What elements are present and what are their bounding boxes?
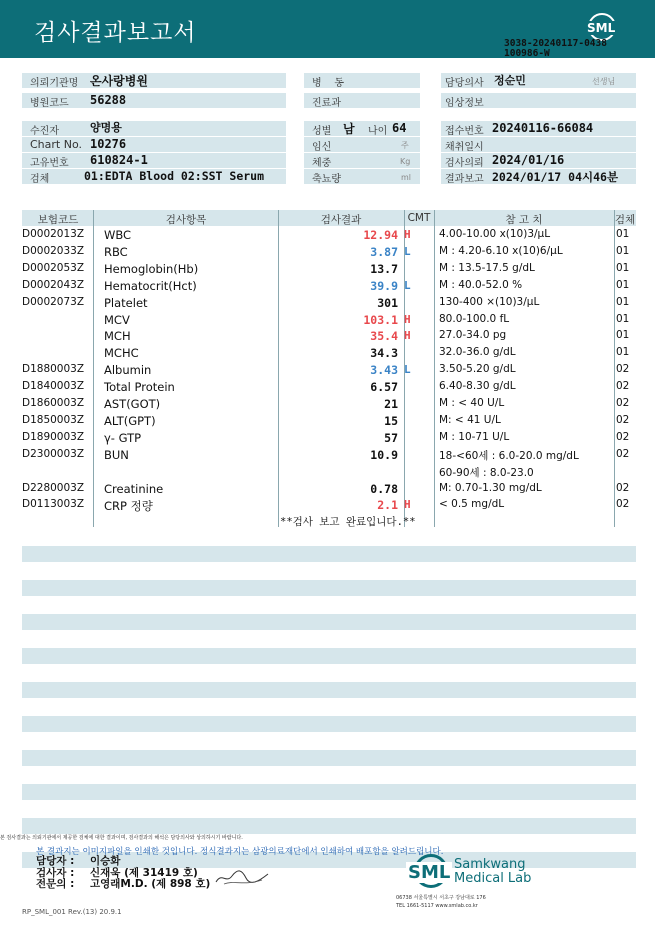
specimen-cell: 02 <box>616 447 630 460</box>
signature-image <box>214 866 270 888</box>
flag-cell: L <box>404 363 411 377</box>
th-specimen: 검체 <box>614 214 636 226</box>
empty-row-stripe <box>22 784 636 800</box>
flag-cell: H <box>404 498 411 512</box>
table-row <box>22 464 636 481</box>
company-address: 06738 서울특별시 서초구 강남대로 176 TEL 1661-5117 www.smlab.co.kr <box>396 895 486 909</box>
specimen-cell: 01 <box>616 329 630 342</box>
result-cell: 34.3 <box>370 346 398 361</box>
specimen-cell: 02 <box>616 481 630 494</box>
specimen-cell: 02 <box>616 498 630 511</box>
insurance-code-cell: D0002053Z <box>22 261 85 274</box>
tester-label: 검사자 : <box>36 867 75 879</box>
reference-cell: M : 10-71 U/L <box>439 430 510 443</box>
specialist-label: 전문의 : <box>36 878 75 890</box>
doctor-value: 정순민 <box>494 74 526 87</box>
request-label: 검사의뢰 <box>445 158 484 169</box>
empty-row-stripe <box>22 614 636 630</box>
insurance-code-cell: D2300003Z <box>22 447 85 460</box>
specimen-cell: 01 <box>616 346 630 359</box>
report-title: 검사결과보고서 <box>34 20 197 46</box>
sex-label: 성별 <box>312 126 332 137</box>
insurance-code-cell: D0002043Z <box>22 278 85 291</box>
empty-row-stripe <box>22 716 636 732</box>
doctor-suffix: 선생님 <box>592 77 616 86</box>
result-cell: 21 <box>384 397 398 411</box>
test-name-cell: ALT(GPT) <box>104 413 156 428</box>
chart-value: 10276 <box>90 137 127 151</box>
test-name-cell: CRP 정량 <box>104 499 153 514</box>
form-id: RP_SML_001 Rev.(13) 20.9.1 <box>22 908 122 916</box>
doctor-label: 담당의사 <box>445 78 484 89</box>
insurance-code-cell: D2280003Z <box>22 481 85 494</box>
test-name-cell: Platelet <box>104 295 148 310</box>
empty-row-stripe <box>22 580 636 596</box>
institution-label: 의뢰기관명 <box>30 78 79 89</box>
patient-row <box>22 121 286 136</box>
specimen-cell: 01 <box>616 228 630 240</box>
receipt-value: 20240116-66084 <box>492 121 594 135</box>
th-item: 검사항목 <box>165 214 207 226</box>
table-row <box>22 447 636 464</box>
table-row <box>22 345 636 362</box>
specimen-cell: 01 <box>616 278 630 291</box>
flag-cell: H <box>404 329 411 343</box>
result-cell: 6.57 <box>370 380 398 395</box>
table-row <box>22 227 636 244</box>
test-name-cell: RBC <box>104 244 128 259</box>
table-row <box>22 328 636 345</box>
table-row <box>22 244 636 261</box>
disclaimer-image-notice: 본 결과지는 이미지파일을 인쇄한 것입니다. 정식결과지는 삼광의료재단에서 인쇄하여 배포함을 알려드립니다. <box>36 847 444 857</box>
patient-value: 양명용 <box>90 121 122 134</box>
table-row <box>22 430 636 447</box>
report-label: 결과보고 <box>445 174 484 185</box>
reference-cell: 32.0-36.0 g/dL <box>439 346 516 359</box>
collect-label: 채취일시 <box>445 142 484 153</box>
reference-cell: 18-<60세 : 6.0-20.0 mg/dL <box>439 449 579 462</box>
reference-cell: M: < 41 U/L <box>439 413 501 426</box>
result-cell: 103.1 <box>363 312 398 327</box>
institution-value: 온사랑병원 <box>90 74 148 88</box>
test-name-cell: Albumin <box>104 363 152 378</box>
test-name-cell: Hematocrit(Hct) <box>104 278 197 293</box>
result-cell: 39.9 <box>370 278 398 293</box>
reference-cell: < 0.5 mg/dL <box>439 498 505 511</box>
specimen-cell: 02 <box>616 413 630 426</box>
table-row <box>22 413 636 430</box>
flag-cell: H <box>404 228 411 241</box>
table-row <box>22 481 636 498</box>
empty-row-stripe <box>22 750 636 766</box>
urine-unit: ml <box>401 173 412 182</box>
test-name-cell: Total Protein <box>104 380 175 395</box>
table-row <box>22 295 636 312</box>
specimen-cell: 01 <box>616 261 630 274</box>
test-name-cell: WBC <box>104 228 132 242</box>
result-cell: 35.4 <box>370 329 398 344</box>
reference-cell: 60-90세 : 8.0-23.0 <box>439 466 534 479</box>
result-cell: 57 <box>384 430 398 445</box>
table-row <box>22 379 636 396</box>
patient-label: 수진자 <box>30 126 59 137</box>
empty-row-stripe <box>22 648 636 664</box>
specimen-cell: 02 <box>616 363 630 376</box>
reference-cell: M : 4.20-6.10 x(10)6/μL <box>439 244 563 257</box>
th-code: 보험코드 <box>37 214 79 226</box>
test-name-cell: Hemoglobin(Hb) <box>104 261 199 276</box>
test-name-cell: γ- GTP <box>104 430 142 445</box>
insurance-code-cell: D0002033Z <box>22 244 85 257</box>
specimen-value: 01:EDTA Blood 02:SST Serum <box>84 169 265 183</box>
reference-cell: 6.40-8.30 g/dL <box>439 380 516 393</box>
th-result: 검사결과 <box>320 214 362 226</box>
insurance-code-cell: D0113003Z <box>22 498 85 511</box>
table-row <box>22 278 636 295</box>
test-name-cell: BUN <box>104 447 129 462</box>
clinical-label: 임상정보 <box>445 98 484 109</box>
flag-cell: L <box>404 244 411 258</box>
weight-unit: Kg <box>400 157 411 166</box>
table-row <box>22 312 636 329</box>
report-complete-note: **검사 보고 완료입니다.** <box>280 516 416 528</box>
table-row <box>22 261 636 278</box>
insurance-code-cell: D1880003Z <box>22 363 85 376</box>
request-value: 2024/01/16 <box>492 153 565 167</box>
result-cell: 0.78 <box>370 481 398 496</box>
result-cell: 10.9 <box>370 447 398 462</box>
id-label: 고유번호 <box>30 158 69 169</box>
result-cell: 3.43 <box>370 363 398 378</box>
flag-cell: H <box>404 312 411 326</box>
weight-label: 체중 <box>312 158 332 169</box>
samkwang-logo: SML Samkwang Medical Lab <box>406 852 536 896</box>
result-cell: 2.1 <box>377 498 398 513</box>
reference-cell: M : 13.5-17.5 g/dL <box>439 261 535 274</box>
result-cell: 15 <box>384 413 398 428</box>
test-name-cell: AST(GOT) <box>104 397 161 411</box>
result-cell: 301 <box>377 295 398 310</box>
th-cmt: CMT <box>407 212 431 224</box>
insurance-code-cell: D1890003Z <box>22 430 85 443</box>
id-value: 610824-1 <box>90 153 148 167</box>
tester-value: 신재욱 (제 31419 호) <box>90 867 198 879</box>
dept-label: 진료과 <box>312 98 341 109</box>
pregnancy-unit: 주 <box>401 141 409 150</box>
urine-label: 축뇨량 <box>312 174 341 185</box>
manager-value: 이승화 <box>90 855 121 867</box>
specimen-cell: 01 <box>616 312 630 325</box>
reference-cell: M : < 40 U/L <box>439 397 505 409</box>
age-value: 64 <box>392 121 407 135</box>
sex-value: 남 <box>343 122 355 136</box>
empty-row-stripe <box>22 818 636 834</box>
receipt-label: 접수번호 <box>445 126 484 137</box>
reference-cell: 4.00-10.00 x(10)3/μL <box>439 228 551 240</box>
reference-cell: 130-400 ×(10)3/μL <box>439 295 540 308</box>
insurance-code-cell: D1840003Z <box>22 380 85 393</box>
reference-cell: M: 0.70-1.30 mg/dL <box>439 481 542 494</box>
reference-cell: 3.50-5.20 g/dL <box>439 363 516 376</box>
specimen-cell: 01 <box>616 295 630 308</box>
result-cell: 12.94 <box>363 228 398 242</box>
manager-label: 담당자 : <box>36 855 75 867</box>
test-name-cell: Creatinine <box>104 481 164 496</box>
empty-row-stripe <box>22 546 636 562</box>
reference-cell: 80.0-100.0 fL <box>439 312 510 325</box>
empty-row-stripe <box>22 682 636 698</box>
pregnancy-label: 임신 <box>312 142 332 153</box>
specimen-cell: 02 <box>616 430 630 443</box>
sml-logo-top: SML <box>582 13 622 39</box>
reference-cell: 27.0-34.0 pg <box>439 329 507 342</box>
result-cell: 3.87 <box>370 244 398 259</box>
report-value: 2024/01/17 04시46분 <box>492 170 619 184</box>
insurance-code-cell: D0002073Z <box>22 295 85 308</box>
reference-cell: M : 40.0-52.0 % <box>439 278 523 291</box>
hospital-code-value: 56288 <box>90 93 127 107</box>
table-row <box>22 362 636 379</box>
insurance-code-cell: D1850003Z <box>22 413 85 426</box>
table-row <box>22 396 636 413</box>
result-cell: 13.7 <box>370 261 398 276</box>
insurance-code-cell: D0002013Z <box>22 228 85 240</box>
th-reference: 참 고 치 <box>505 214 543 226</box>
specialist-value: 고영래M.D. (제 898 호) <box>90 878 211 890</box>
chart-label: Chart No. <box>30 138 82 151</box>
hospital-code-label: 병원코드 <box>30 98 69 109</box>
ward-label: 병 동 <box>312 78 345 89</box>
disclaimer-small: 본 검사결과는 의뢰기관에서 제공한 검체에 대한 결과이며, 검사결과의 해석은 담당의사와 상의하시기 바랍니다. <box>0 835 243 841</box>
specimen-cell: 02 <box>616 397 630 409</box>
table-row <box>22 497 636 514</box>
document-number: 3038-20240117-0438 100986-W <box>504 38 607 59</box>
specimen-cell: 01 <box>616 244 630 257</box>
specimen-cell: 02 <box>616 380 630 393</box>
test-name-cell: MCV <box>104 312 130 327</box>
age-label: 나이 <box>368 126 388 137</box>
flag-cell: L <box>404 278 411 292</box>
test-name-cell: MCHC <box>104 346 139 361</box>
test-name-cell: MCH <box>104 329 131 344</box>
insurance-code-cell: D1860003Z <box>22 397 85 409</box>
specimen-label: 검체 <box>30 174 50 185</box>
